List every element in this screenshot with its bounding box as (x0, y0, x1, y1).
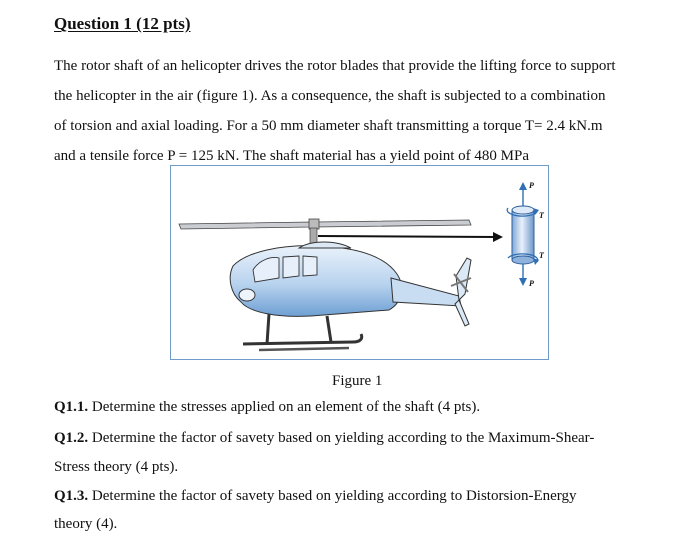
figure-caption: Figure 1 (332, 373, 383, 389)
question-text: Determine the stresses applied on an element of the shaft (4 pts). (88, 399, 481, 415)
detail-arrow (318, 232, 503, 242)
question-q1-1 (54, 399, 480, 416)
helicopter-body (230, 242, 471, 326)
landing-skids (243, 314, 362, 350)
label-t-top: T (539, 211, 544, 220)
question-q1-3 (54, 488, 577, 505)
question-text: theory (4). (54, 516, 118, 532)
label-t-bottom: T (539, 251, 544, 260)
question-text: Determine the factor of savety based on yielding according to the Maximum-Shear- (88, 430, 595, 446)
label-p-top: P (529, 181, 534, 190)
statement-line: The rotor shaft of an helicopter drives the rotor blades that provide the lifting force to support (54, 58, 616, 74)
question-id: Q1.2. (54, 430, 89, 446)
label-p-bottom: P (529, 279, 534, 288)
rotor-mast (310, 228, 317, 244)
question-q1-3-continued (54, 516, 117, 533)
question-q1-2-continued (54, 459, 178, 476)
helicopter-illustration (171, 166, 547, 358)
question-id: Q1.3. (54, 488, 89, 504)
question-heading: Question 1 (12 pts) (54, 14, 191, 33)
rotor-blades (179, 219, 471, 229)
shaft-element (507, 181, 545, 288)
problem-statement (54, 51, 672, 171)
statement-line: and a tensile force P = 125 kN. The shaft material has a yield point of 480 MPa (54, 148, 530, 164)
question-q1-2 (54, 430, 594, 447)
helicopter-figure (170, 165, 549, 360)
statement-line: of torsion and axial loading. For a 50 mm diameter shaft transmitting a torque T= 2.4 kN.m (54, 118, 603, 134)
question-text: Stress theory (4 pts). (54, 459, 179, 475)
statement-line: the helicopter in the air (figure 1). As a consequence, the shaft is subjected to a combination (54, 88, 606, 104)
question-id: Q1.1. (54, 399, 89, 415)
question-text: Determine the factor of savety based on yielding according to Distorsion-Energy (88, 488, 577, 504)
